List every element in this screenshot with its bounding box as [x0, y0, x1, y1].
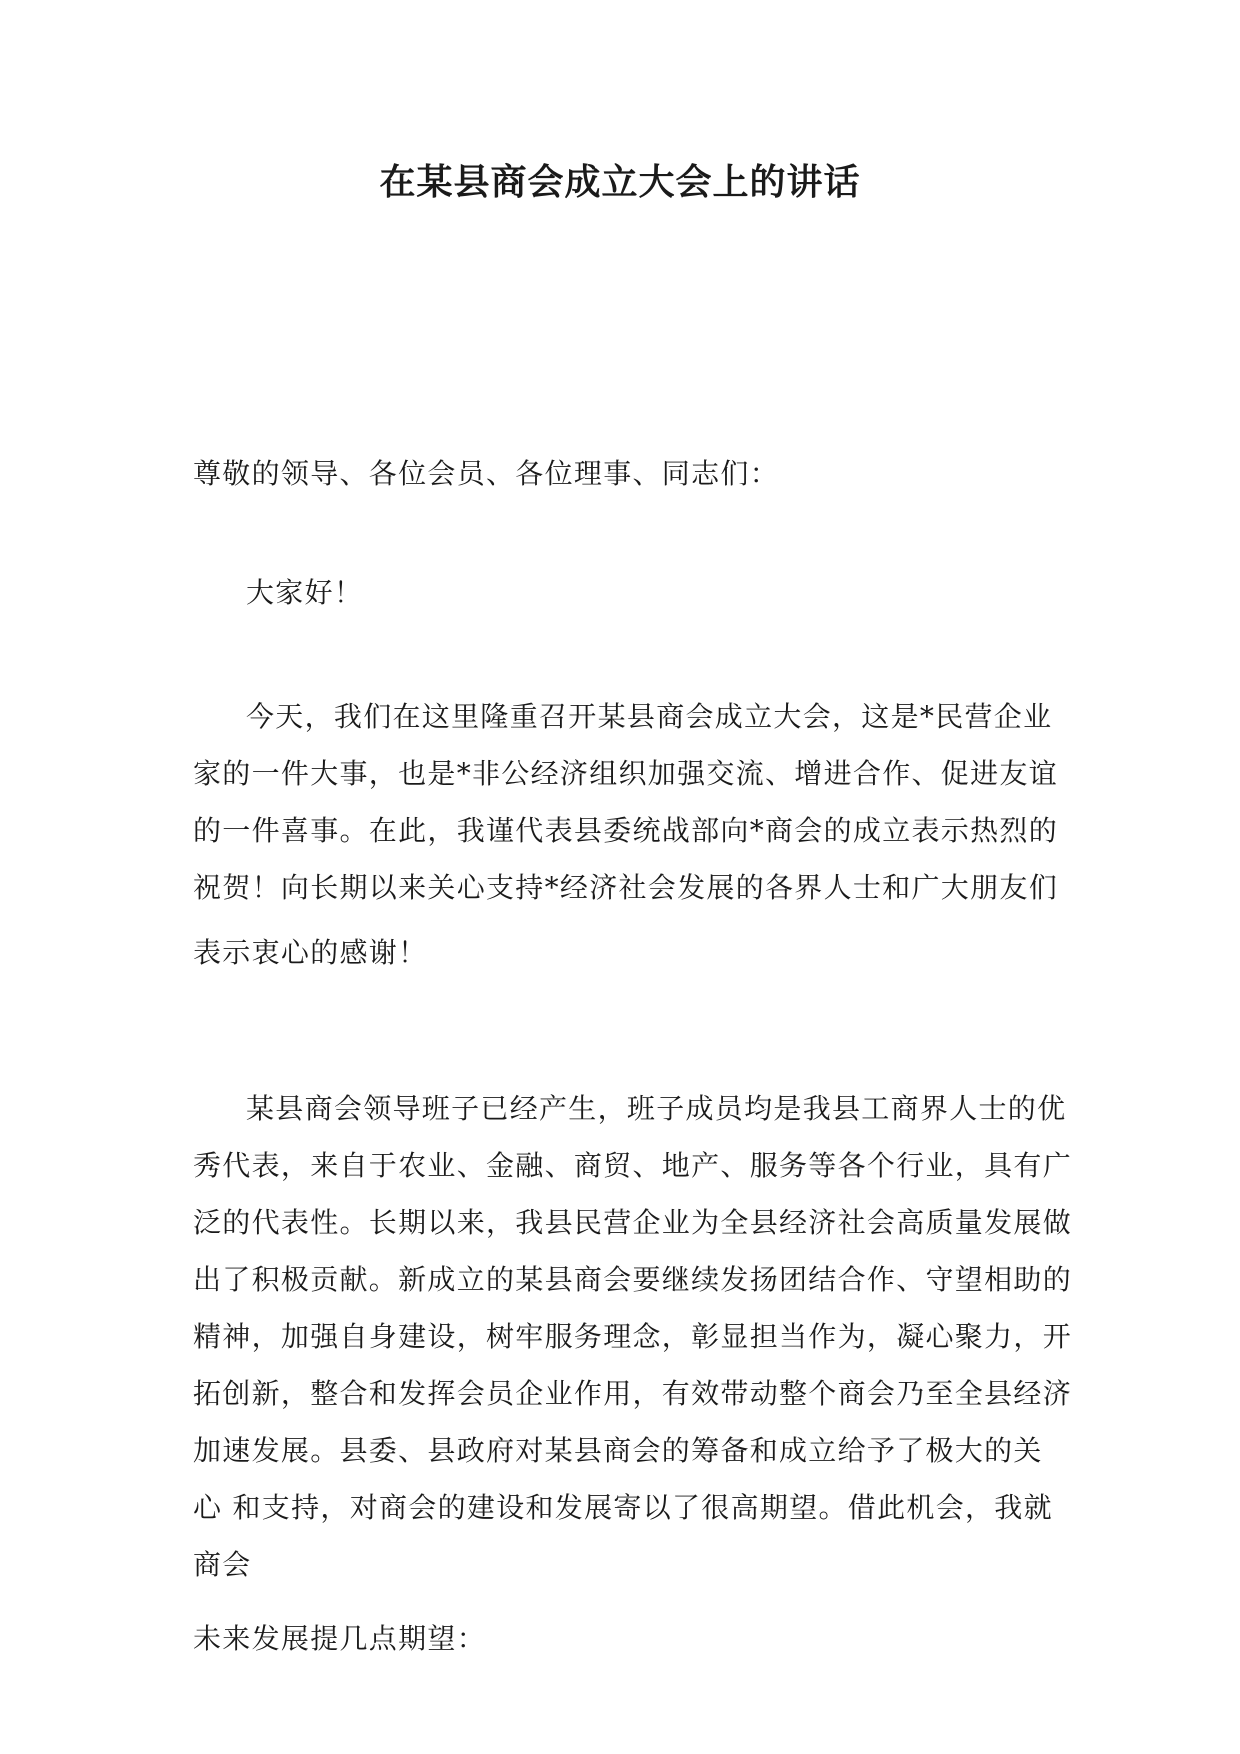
paragraph-1-line: 家的一件大事，也是*非公经济组织加强交流、增进合作、促进友谊 — [193, 757, 1059, 790]
document-title: 在某县商会成立大会上的讲话 — [379, 162, 861, 203]
paragraph-2-line: 商会 — [193, 1548, 252, 1581]
paragraph-2-line: 精神，加强自身建设，树牢服务理念，彰显担当作为，凝心聚力，开 — [193, 1320, 1073, 1353]
paragraph-2-line: 秀代表，来自于农业、金融、商贸、地产、服务等各个行业，具有广 — [193, 1149, 1073, 1182]
greeting: 大家好！ — [246, 576, 364, 609]
salutation: 尊敬的领导、各位会员、各位理事、同志们： — [193, 457, 780, 490]
paragraph-1-line: 表示衷心的感谢！ — [193, 936, 428, 969]
paragraph-2-line: 某县商会领导班子已经产生，班子成员均是我县工商界人士的优 — [246, 1092, 1067, 1125]
paragraph-1-line: 祝贺！向长期以来关心支持*经济社会发展的各界人士和广大朋友们 — [193, 871, 1059, 904]
paragraph-2-line: 拓创新，整合和发挥会员企业作用，有效带动整个商会乃至全县经济 — [193, 1377, 1073, 1410]
paragraph-1-line: 今天，我们在这里隆重召开某县商会成立大会，这是*民营企业 — [246, 700, 1053, 733]
paragraph-2-line: 心 和支持，对商会的建设和发展寄以了很高期望。借此机会，我就 — [193, 1491, 1053, 1524]
paragraph-3-line: 未来发展提几点期望： — [193, 1622, 487, 1655]
paragraph-2-line: 出了积极贡献。新成立的某县商会要继续发扬团结合作、守望相助的 — [193, 1263, 1073, 1296]
paragraph-1-line: 的一件喜事。在此，我谨代表县委统战部向*商会的成立表示热烈的 — [193, 814, 1059, 847]
paragraph-2-line: 泛的代表性。长期以来，我县民营企业为全县经济社会高质量发展做 — [193, 1206, 1073, 1239]
paragraph-2-line: 加速发展。县委、县政府对某县商会的筹备和成立给予了极大的关 — [193, 1434, 1043, 1467]
